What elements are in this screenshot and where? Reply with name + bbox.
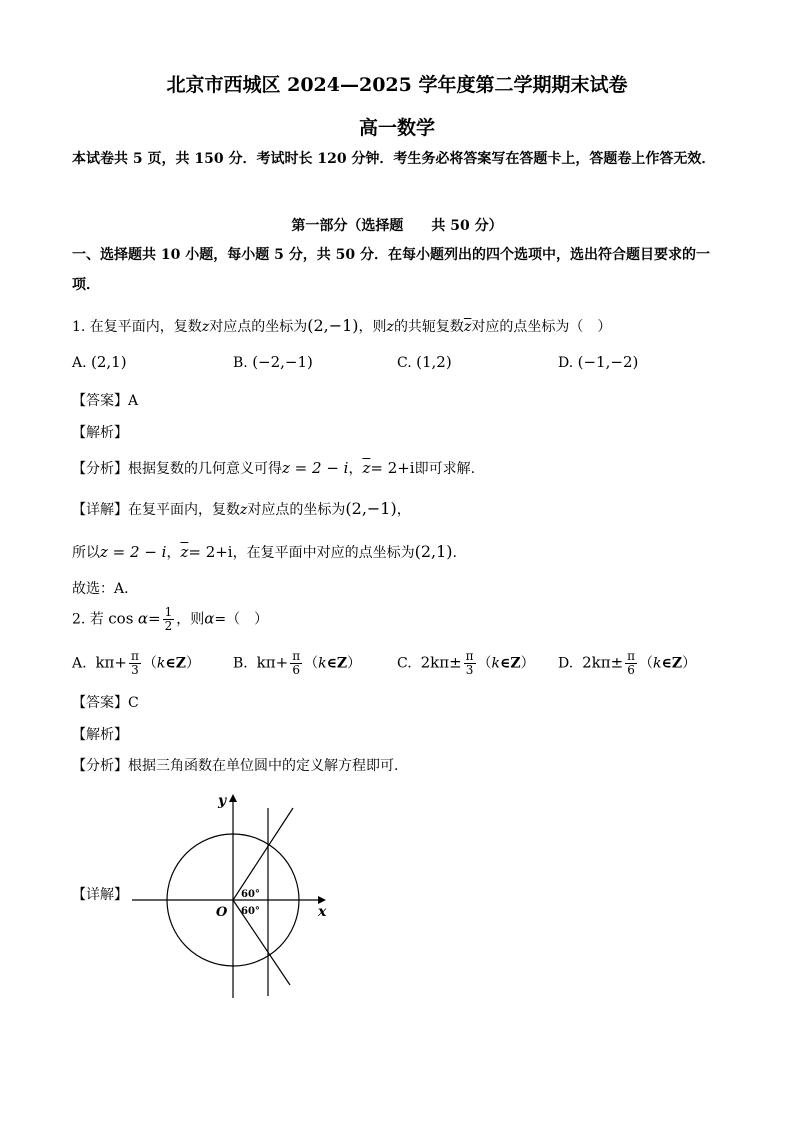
question-2-stem: 2. 若 cos α= $\frac{1}{2}$ ，则α=（ ） [72, 605, 269, 633]
q2-fenxi: 【分析】根据三角函数在单位圆中的定义解方程即可. [72, 758, 399, 774]
x-axis-label: x [318, 904, 327, 920]
q1-analysis-tag: 【解析】 [72, 425, 128, 441]
q1-option-b: B. (−2,−1) [233, 353, 313, 371]
q1-var-z: z [201, 319, 210, 335]
q1-option-d: D. (−1,−2) [558, 353, 639, 371]
unit-circle-figure [128, 788, 338, 1000]
page-title: 北京市西城区 2024—2025 学年度第二学期期末试卷 [166, 74, 628, 96]
question-1-stem [72, 316, 611, 336]
page-subtitle: 高一数学 [358, 117, 435, 139]
section-instruction: 一、选择题共 10 小题，每小题 5 分，共 50 分．在每小题列出的四个选项中，选出符合题目要求的一项． [72, 247, 710, 293]
y-axis-label: y [218, 793, 227, 809]
q1-detail: 【详解】在复平面内，复数z对应点的坐标为(2,−1)， [72, 499, 411, 518]
q1-point: (2,−1) [307, 316, 359, 335]
origin-label: O [216, 905, 228, 920]
q1-so: 所以z = 2 − i，$\overline{z}= 2+i$，在复平面中对应的点坐标为(2,1). [72, 542, 457, 561]
q1-stem-part: ，则 [358, 319, 387, 335]
exam-instructions: 本试卷共 5 页，共 150 分．考试时长 120 分钟．考生务必将答案写在答题卡上，答题卷上作答无效． [72, 151, 716, 167]
q1-option-a: A. (2,1) [72, 353, 127, 371]
q1-stem-part: 对应点的坐标为 [209, 319, 308, 335]
q2-option-c: C. 2kπ± $\frac{\pi}{3}$ （k∈Z） [397, 649, 535, 677]
q1-stem-part: 对应的点坐标为（ ） [471, 319, 612, 335]
q1-var-z: z [386, 319, 394, 335]
angle-label-upper: 60° [241, 889, 260, 900]
q2-option-d: D. 2kπ± $\frac{\pi}{6}$ （k∈Z） [558, 649, 697, 677]
q2-answer: 【答案】C [72, 695, 139, 711]
q2-option-b: B. kπ+ $\frac{\pi}{6}$ （k∈Z） [233, 649, 362, 677]
q2-detail-tag: 【详解】 [72, 887, 128, 903]
angle-label-lower: 60° [241, 906, 260, 917]
q1-stem-part: 1. 在复平面内，复数 [72, 319, 202, 335]
q1-stem-part: 的共轭复数 [393, 319, 464, 335]
y-axis-arrow [229, 794, 237, 802]
q1-choice: 故选：A. [72, 581, 129, 597]
q1-fenxi: 【分析】根据复数的几何意义可得z = 2 − i，$\overline{z}= 2+i$即可求解. [72, 459, 476, 477]
x-axis-arrow [318, 896, 326, 904]
q1-conjugate-z: $\overline{z}$ [463, 319, 472, 335]
q2-option-a: A. kπ+ $\frac{\pi}{3}$ （k∈Z） [72, 649, 200, 677]
part-heading: 第一部分（选择题 共 50 分） [291, 218, 503, 234]
q1-answer: 【答案】A [72, 393, 139, 409]
terminal-ray-upper [233, 808, 293, 900]
q1-option-c: C. (1,2) [397, 353, 452, 371]
q2-analysis-tag: 【解析】 [72, 727, 128, 743]
